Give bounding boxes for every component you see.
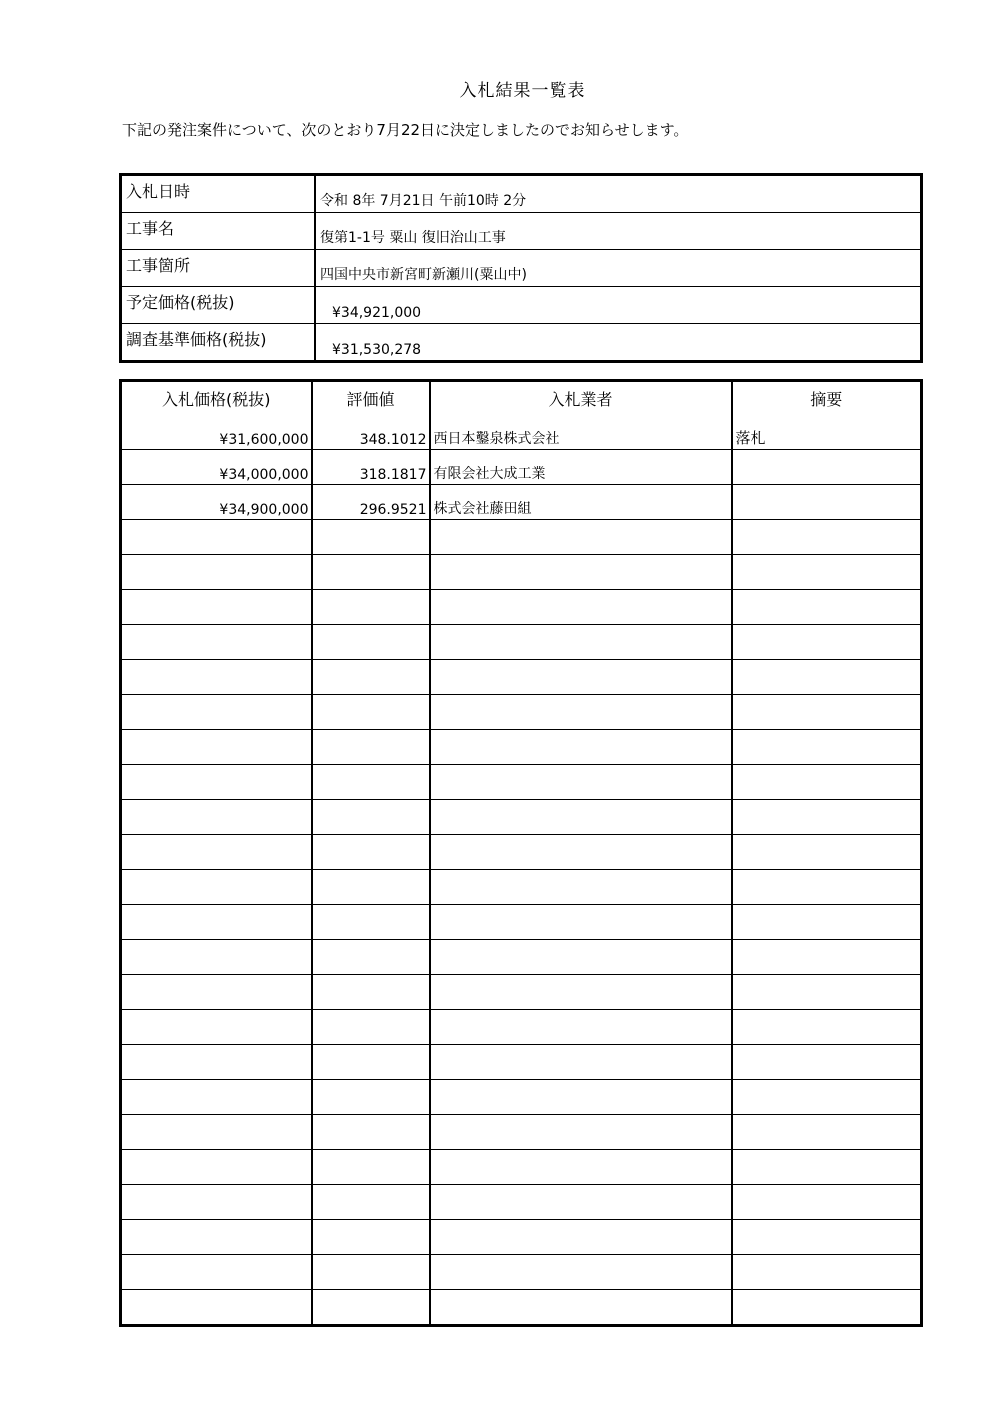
- bidder-cell: [430, 1290, 732, 1326]
- bidder-cell: [430, 940, 732, 975]
- bid-price-cell: [121, 905, 312, 940]
- empty-table-row: [121, 1080, 922, 1115]
- bidder-cell: [430, 765, 732, 800]
- score-cell: [312, 555, 430, 590]
- bidder-cell: [430, 1080, 732, 1115]
- bidder-cell: 株式会社藤田組: [430, 485, 732, 520]
- bid-price-cell: [121, 765, 312, 800]
- note-cell: [732, 1220, 922, 1255]
- note-cell: [732, 835, 922, 870]
- info-row: [121, 213, 922, 250]
- page-title: 入札結果一覧表: [459, 81, 586, 101]
- note-cell: [732, 1185, 922, 1220]
- score-cell: [312, 695, 430, 730]
- bidder-cell: [430, 835, 732, 870]
- empty-table-row: [121, 590, 922, 625]
- note-cell: [732, 1150, 922, 1185]
- note-cell: [732, 1045, 922, 1080]
- empty-table-row: [121, 1220, 922, 1255]
- score-cell: [312, 870, 430, 905]
- empty-table-row: [121, 625, 922, 660]
- info-row: [121, 175, 922, 213]
- info-row: [121, 250, 922, 287]
- note-cell: [732, 450, 922, 485]
- score-cell: 348.1012: [312, 415, 430, 450]
- empty-table-row: [121, 555, 922, 590]
- bid-price-cell: [121, 1255, 312, 1290]
- bidder-cell: [430, 1115, 732, 1150]
- bid-price-cell: ¥34,900,000: [121, 485, 312, 520]
- info-value: 令和 8年 7月21日 午前10時 2分: [315, 175, 922, 213]
- note-cell: [732, 555, 922, 590]
- score-cell: [312, 660, 430, 695]
- table-row: [121, 450, 922, 485]
- info-row: [121, 287, 922, 324]
- bidder-cell: [430, 590, 732, 625]
- empty-table-row: [121, 975, 922, 1010]
- note-cell: [732, 590, 922, 625]
- bid-price-cell: [121, 1080, 312, 1115]
- score-cell: [312, 765, 430, 800]
- header-bidder: 入札業者: [430, 381, 732, 416]
- bidder-cell: [430, 1220, 732, 1255]
- note-cell: [732, 1290, 922, 1326]
- note-cell: [732, 800, 922, 835]
- bidder-cell: [430, 1255, 732, 1290]
- bid-price-cell: [121, 555, 312, 590]
- bid-price-cell: [121, 1185, 312, 1220]
- bidder-cell: [430, 555, 732, 590]
- empty-table-row: [121, 940, 922, 975]
- bid-price-cell: [121, 625, 312, 660]
- bidder-cell: [430, 870, 732, 905]
- bid-price-cell: [121, 1220, 312, 1255]
- table-row: [121, 485, 922, 520]
- score-cell: [312, 520, 430, 555]
- score-cell: [312, 625, 430, 660]
- bid-price-cell: [121, 695, 312, 730]
- header-price: 入札価格(税抜): [121, 381, 312, 416]
- info-table: [119, 173, 923, 363]
- empty-table-row: [121, 905, 922, 940]
- empty-table-row: [121, 660, 922, 695]
- score-cell: [312, 905, 430, 940]
- results-body: [121, 415, 922, 1326]
- bid-price-cell: [121, 870, 312, 905]
- info-value: 復第1-1号 粟山 復旧治山工事: [315, 213, 922, 250]
- bid-price-cell: [121, 590, 312, 625]
- empty-table-row: [121, 800, 922, 835]
- bidder-cell: [430, 1150, 732, 1185]
- bidder-cell: [430, 1045, 732, 1080]
- empty-table-row: [121, 765, 922, 800]
- bid-price-cell: [121, 1150, 312, 1185]
- score-cell: [312, 975, 430, 1010]
- empty-table-row: [121, 730, 922, 765]
- score-cell: [312, 1185, 430, 1220]
- note-cell: [732, 1115, 922, 1150]
- score-cell: [312, 1115, 430, 1150]
- empty-table-row: [121, 870, 922, 905]
- empty-table-row: [121, 1150, 922, 1185]
- bidder-cell: [430, 905, 732, 940]
- bidder-cell: 有限会社大成工業: [430, 450, 732, 485]
- score-cell: [312, 1080, 430, 1115]
- bid-price-cell: ¥31,600,000: [121, 415, 312, 450]
- table-row: [121, 415, 922, 450]
- bidder-cell: [430, 730, 732, 765]
- empty-table-row: [121, 1045, 922, 1080]
- score-cell: [312, 1010, 430, 1045]
- info-label: 予定価格(税抜): [121, 287, 316, 324]
- bid-price-cell: [121, 1290, 312, 1326]
- empty-table-row: [121, 1010, 922, 1045]
- info-value: ¥34,921,000: [315, 287, 922, 324]
- empty-table-row: [121, 1185, 922, 1220]
- note-cell: [732, 1255, 922, 1290]
- note-cell: [732, 1010, 922, 1045]
- empty-table-row: [121, 695, 922, 730]
- bid-price-cell: [121, 835, 312, 870]
- note-cell: [732, 695, 922, 730]
- info-value: ¥31,530,278: [332, 342, 422, 358]
- intro-text: 下記の発注案件について、次のとおり7月22日に決定しましたのでお知らせします。: [122, 121, 689, 139]
- bidder-cell: [430, 800, 732, 835]
- empty-table-row: [121, 1255, 922, 1290]
- bidder-cell: [430, 520, 732, 555]
- bid-price-cell: [121, 520, 312, 555]
- results-table: [119, 379, 923, 1327]
- bid-price-cell: [121, 660, 312, 695]
- bidder-cell: [430, 1185, 732, 1220]
- header-note: 摘要: [810, 390, 843, 409]
- note-cell: [732, 1080, 922, 1115]
- score-cell: [312, 940, 430, 975]
- results-header-row: [121, 381, 922, 416]
- score-cell: [312, 1045, 430, 1080]
- info-value: 四国中央市新宮町新瀬川(粟山中): [315, 250, 922, 287]
- bidder-cell: 西日本鑿泉株式会社: [430, 415, 732, 450]
- score-cell: [312, 835, 430, 870]
- note-cell: [732, 940, 922, 975]
- info-label: 工事箇所: [121, 250, 316, 287]
- score-cell: [312, 800, 430, 835]
- score-cell: [312, 1220, 430, 1255]
- bidder-cell: [430, 975, 732, 1010]
- score-cell: [312, 1150, 430, 1185]
- note-cell: [732, 975, 922, 1010]
- note-cell: [732, 625, 922, 660]
- score-cell: 318.1817: [312, 450, 430, 485]
- empty-table-row: [121, 835, 922, 870]
- empty-table-row: [121, 1115, 922, 1150]
- info-label: 入札日時: [121, 175, 316, 213]
- score-cell: [312, 730, 430, 765]
- note-cell: [732, 870, 922, 905]
- bid-price-cell: [121, 730, 312, 765]
- note-cell: [732, 730, 922, 765]
- bidder-cell: [430, 625, 732, 660]
- note-cell: [732, 520, 922, 555]
- score-cell: [312, 1290, 430, 1326]
- header-score: 評価値: [312, 381, 430, 416]
- note-cell: [732, 485, 922, 520]
- score-cell: 296.9521: [312, 485, 430, 520]
- bid-price-cell: [121, 975, 312, 1010]
- bid-price-cell: [121, 1045, 312, 1080]
- note-cell: [732, 660, 922, 695]
- info-row: [121, 324, 922, 362]
- empty-table-row: [121, 520, 922, 555]
- score-cell: [312, 1255, 430, 1290]
- bidder-cell: [430, 660, 732, 695]
- bid-price-cell: [121, 800, 312, 835]
- bidder-cell: [430, 695, 732, 730]
- note-cell: [732, 765, 922, 800]
- bid-price-cell: [121, 940, 312, 975]
- bid-price-cell: [121, 1010, 312, 1045]
- info-label: 調査基準価格(税抜): [121, 324, 316, 362]
- empty-table-row: [121, 1290, 922, 1326]
- bid-price-cell: ¥34,000,000: [121, 450, 312, 485]
- note-cell: 落札: [732, 415, 922, 450]
- bidder-cell: [430, 1010, 732, 1045]
- score-cell: [312, 590, 430, 625]
- info-label: 工事名: [121, 213, 316, 250]
- note-cell: [732, 905, 922, 940]
- bid-price-cell: [121, 1115, 312, 1150]
